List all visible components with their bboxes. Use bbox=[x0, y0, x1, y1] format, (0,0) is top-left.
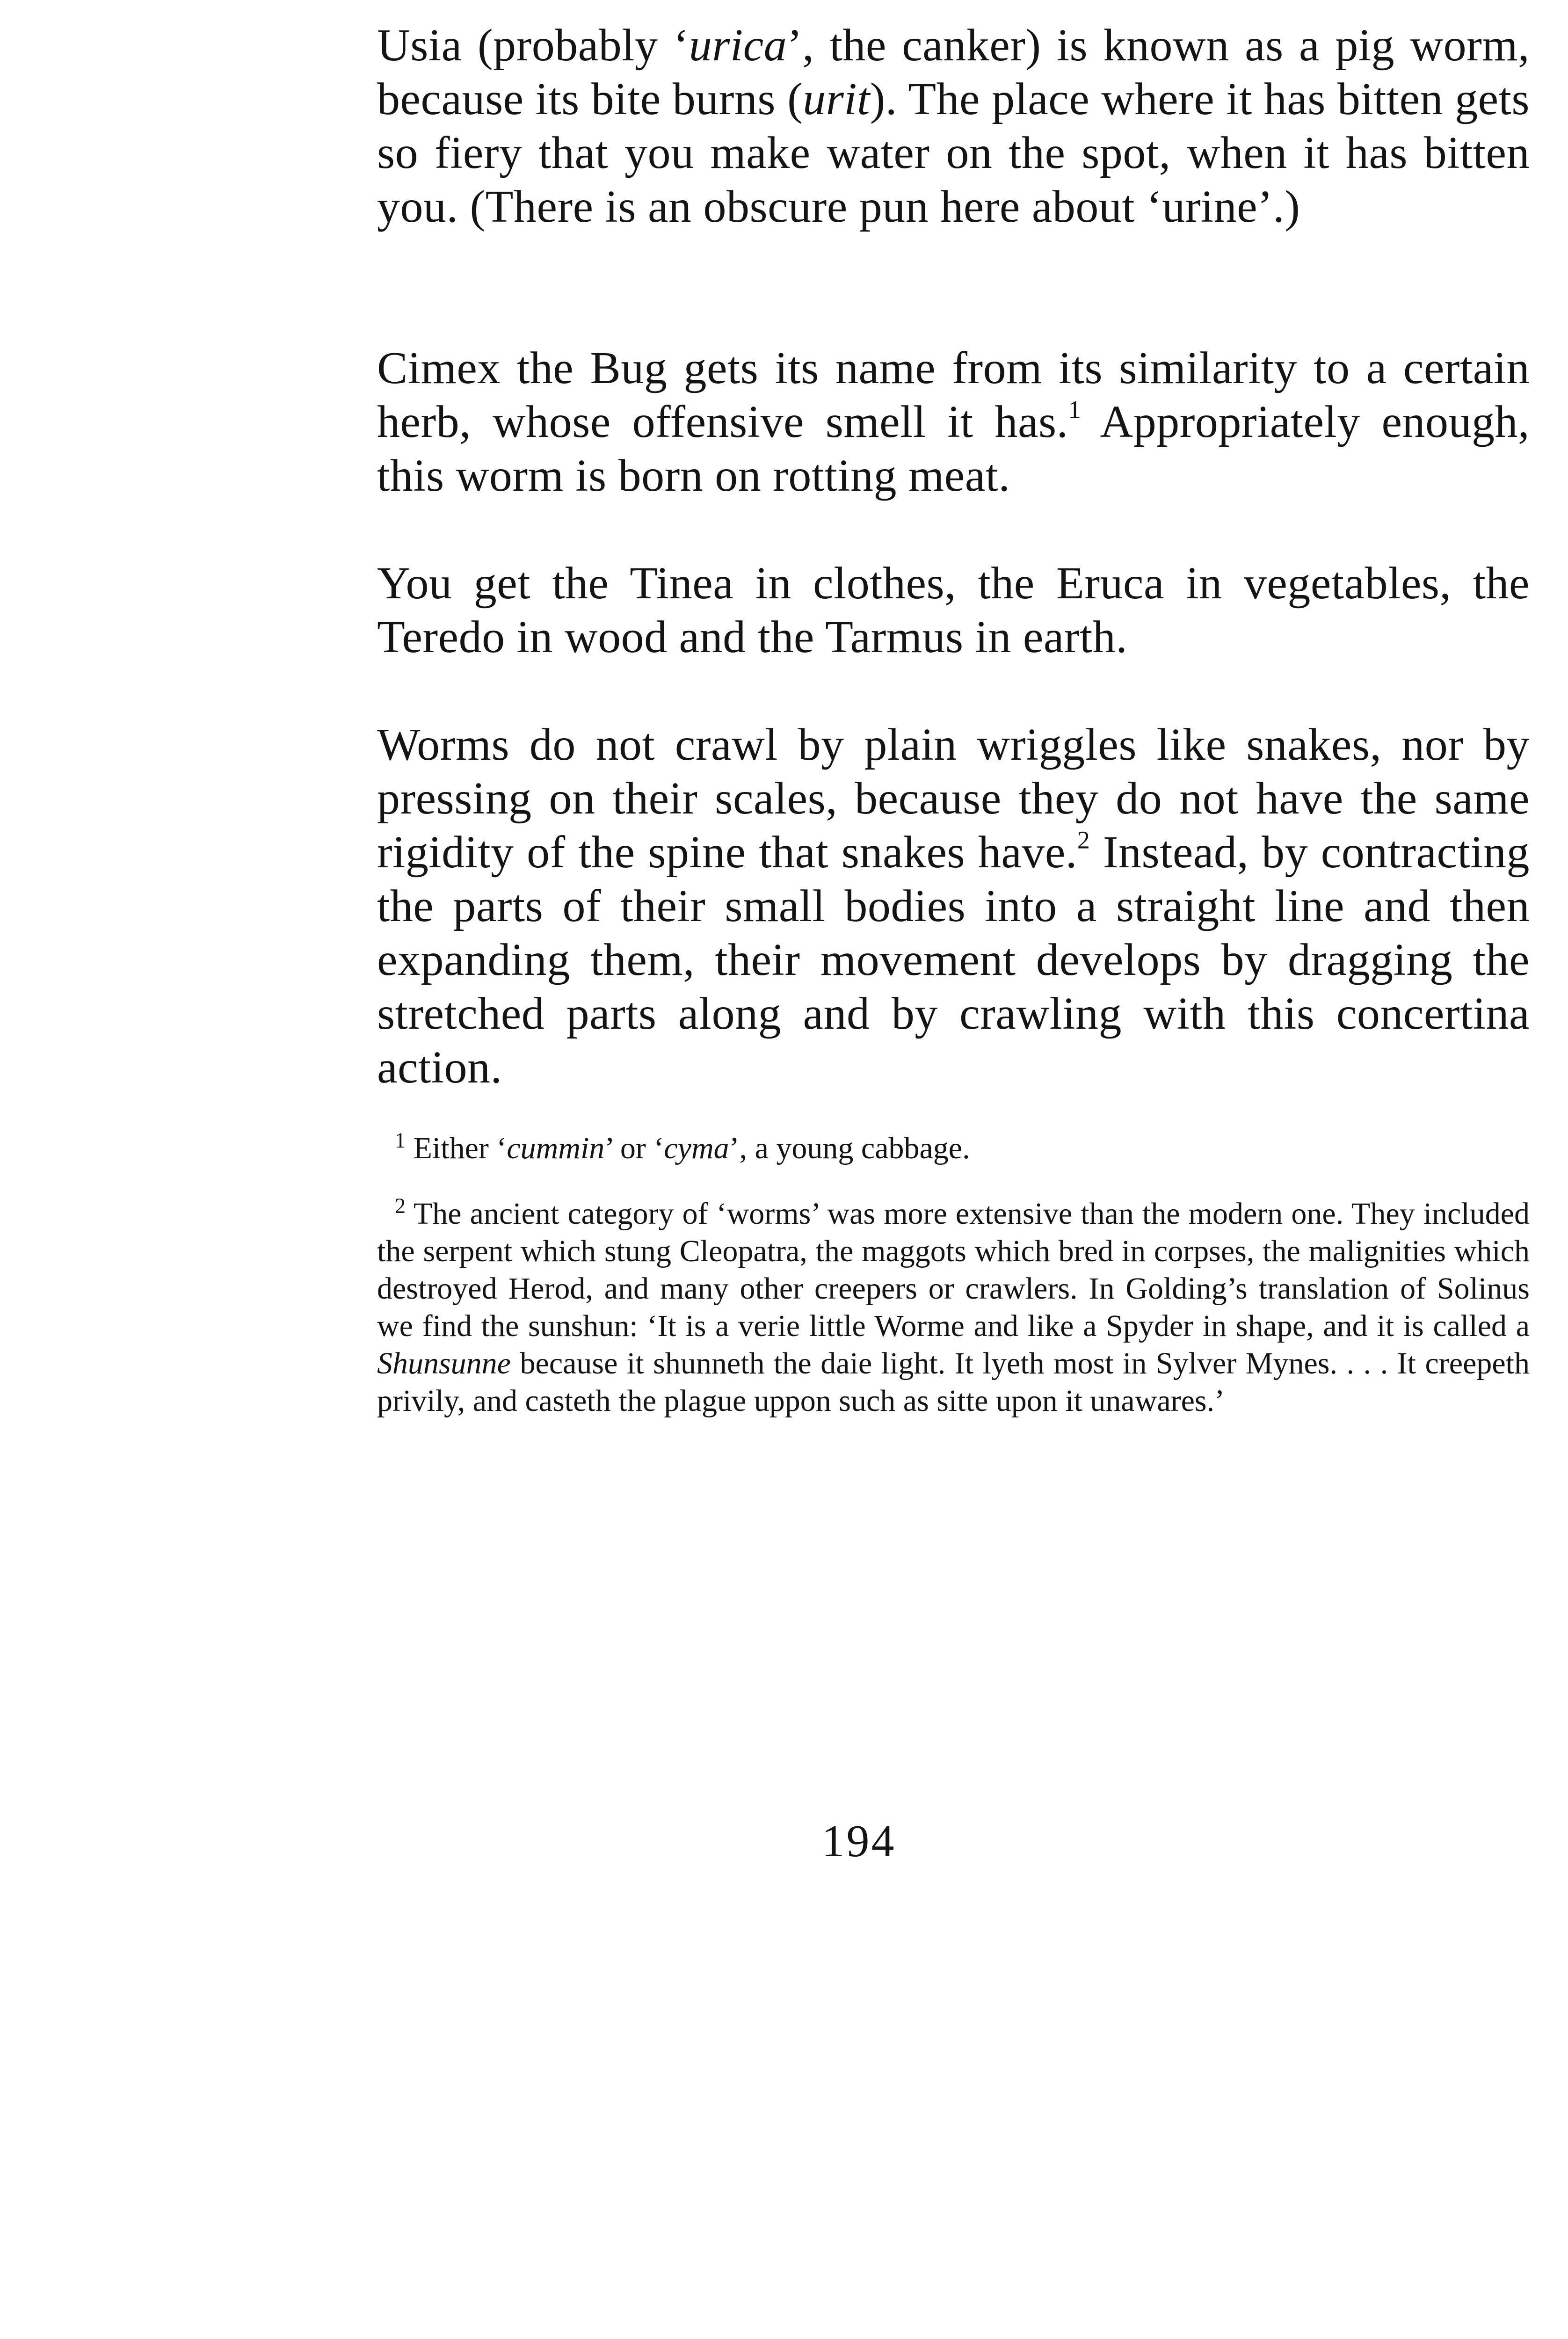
para-1-italic-urit: urit bbox=[803, 74, 870, 124]
footnote-2-text-c: because it shunneth the daie light. It lyeth most in Sylver Mynes. . . . It creepeth privily, and casteth the plague uppon such as sitte upon it unawares.’ bbox=[377, 1346, 1530, 1418]
para-3-text: You get the Tinea in clothes, the Eruca in vegetables, the Teredo in wood and the Tarmus in earth. bbox=[377, 558, 1530, 662]
footnote-1-text-a: Either ‘ bbox=[406, 1131, 507, 1165]
para-1-text-a: Usia (probably ‘ bbox=[377, 20, 689, 71]
footnote-2-italic-shunsunne: Shunsunne bbox=[377, 1346, 511, 1380]
footnote-1-text-e: ’, a young cabbage. bbox=[729, 1131, 970, 1165]
footnote-1-italic-cummin: cummin bbox=[507, 1131, 605, 1165]
footnote-1-italic-cyma: cyma bbox=[664, 1131, 729, 1165]
footnote-ref-1: 1 bbox=[1068, 395, 1082, 424]
para-2-text-a: Cimex the Bug gets its name from its similarity to a certain herb, whose offensive smell it has. bbox=[377, 343, 1530, 447]
footnote-2-mark: 2 bbox=[395, 1193, 406, 1218]
page-number: 194 bbox=[821, 1816, 896, 1867]
para-2-text-b: Appropriately enough, this worm is born on rotting meat. bbox=[377, 397, 1530, 501]
para-4-text-a: Worms do not crawl by plain wriggles like snakes, nor by pressing on their scales, because they do not have the same rigidity of the spine that snakes have. bbox=[377, 719, 1530, 878]
para-1-text-c: ’, the canker) is known as a pig worm, because its bite burns ( bbox=[377, 20, 1530, 124]
paragraph-worms-crawl bbox=[377, 718, 1530, 1095]
paragraph-usia bbox=[377, 19, 1530, 234]
paragraph-cimex bbox=[377, 341, 1530, 503]
paragraph-tinea bbox=[377, 557, 1530, 664]
footnote-1-text-c: ’ or ‘ bbox=[604, 1131, 664, 1165]
footnote-2-text-a: The ancient category of ‘worms’ was more extensive than the modern one. They included the serpent which stung Cleopatra, the maggots which bred in corpses, the malignities which destroyed Herod, and many other creepers or crawlers. In Golding’s translation of Solinus we find the sunshun: ‘It is a verie little Worme and like a Spyder in shape, and it is called a bbox=[377, 1197, 1530, 1343]
footnote-1-mark: 1 bbox=[395, 1128, 406, 1152]
footnote-2 bbox=[377, 1195, 1530, 1420]
footnote-ref-2: 2 bbox=[1077, 826, 1090, 854]
para-4-text-b: Instead, by contracting the parts of their small bodies into a straight line and then expanding them, their movement develops by dragging the stretched parts along and by crawling with this concertina action. bbox=[377, 827, 1530, 1093]
para-1-text-e: ). The place where it has bitten gets so fiery that you make water on the spot, when it has bitten you. (There is an obscure pun here about ‘urine’.) bbox=[377, 74, 1530, 232]
footnote-1 bbox=[377, 1130, 970, 1167]
para-1-italic-urica: urica bbox=[689, 20, 787, 71]
